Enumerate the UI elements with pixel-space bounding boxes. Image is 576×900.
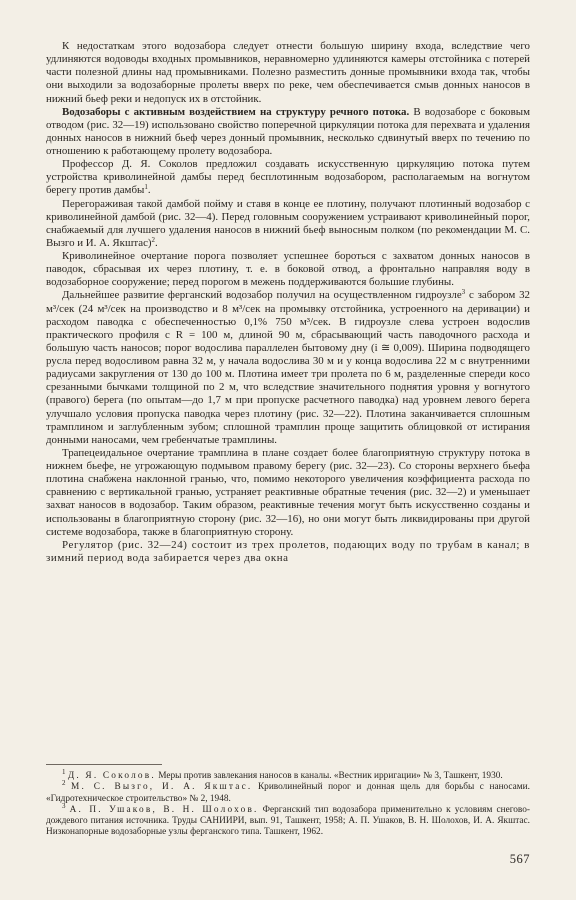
paragraph-3 <box>46 158 530 197</box>
paragraph-1 <box>46 40 530 106</box>
footnote-author: М. С. Вызго, И. А. Якштас. <box>71 782 253 793</box>
paragraph-text: К недостаткам этого водозабора следует отнести большую ширину входа, вследствие чего удлиняются водоводы входных промывников, неравномерно удлиняются камеры отстойника с потерей части полезной длины над промывниками. Полезно разместить донные промывники входа так, чтобы они выходили за водозаборные пролеты вверх по реке, чем обеспечивается смыв донных наносов в нижний бьеф реки и недопуск их в отстойник. <box>46 40 530 105</box>
footnotes <box>46 768 530 839</box>
footnote-ref-3[interactable]: 3 <box>461 288 466 297</box>
paragraph-text: Перегораживая такой дамбой пойму и ставя в конце ее плотину, получают плотинный водозабор с криволинейной дамбой (рис. 32—4). Перед головным сооружением устраивают криволинейный порог, снабжаемый для лучшего удаления наносов в нижний бьеф выносным полком (по рекомендации М. С. Вызго и И. А. Якштас) <box>46 197 530 249</box>
footnote-2 <box>46 779 530 805</box>
footnote-number: 3 <box>62 801 66 810</box>
footnote-1 <box>46 768 530 782</box>
section-heading: Водозаборы с активным воздействием на структуру речного потока. <box>62 105 410 118</box>
paragraph-text: Профессор Д. Я. Соколов предложил создавать искусственную циркуляцию потока путем устройства криволинейной дамбы перед бесплотинным водозабором, располагаемым на вогнутом берегу против дамбы <box>46 158 530 197</box>
paragraph-text: Дальнейшее развитие ферганский водозабор получил на осуществленном гидроузле <box>62 289 462 302</box>
footnote-text: Ферганский тип водозабора применительно к условиям снегово-дождевого питания источника. Труды САНИИРИ, вып. 91, Ташкент, 1958; А. П. Ушаков, В. Н. Шолохов, И. А. Якштас. Низконапорные водозаборные узлы ферганского типа. Ташкент, 1962. <box>46 804 530 838</box>
footnote-number: 2 <box>62 779 66 788</box>
footnote-text: Криволинейный порог и донная щель для борьбы с наносами. «Гидротехническое строительство» № 2, 1948. <box>46 782 530 804</box>
paragraph-text: Криволинейное очертание порога позволяет успешнее бороться с захватом донных наносов в паводок, сбрасывая их через плотину, т. е. в боковой отвод, а фронтально направляя воду в водозаборное сооружение; перед порогом в межень поддерживаются большие глубины. <box>46 250 530 289</box>
paragraph-tail: . <box>147 184 151 197</box>
paragraph-4 <box>46 198 530 251</box>
paragraph-text: Регулятор (рис. 32—24) состоит из трех пролетов, подающих воду по трубам в канал; в зимний период вода забирается через два окна <box>46 538 530 564</box>
footnote-text: Меры против завлекания наносов в каналы. «Вестник ирригации» № 3, Ташкент, 1930. <box>155 771 503 781</box>
paragraph-tail: . <box>155 236 158 249</box>
paragraph-7 <box>46 447 530 539</box>
page-number: 567 <box>509 852 530 866</box>
paragraph-text: В водозаборе с боковым отводом (рис. 32—19) использовано свойство поперечной циркуляции потока для перехвата и удаления донных наносов в нижний бьеф через донный промывник, несколько сдвинутый вверх по течению по отношению к работающему пролету водозабора. <box>46 105 530 157</box>
footnote-number: 1 <box>62 768 66 776</box>
body-text <box>46 40 530 565</box>
footnote-ref-1[interactable]: 1 <box>144 183 148 192</box>
footnote-ref-2[interactable]: 2 <box>151 235 156 244</box>
footnote-author: Д. Я. Соколов. <box>67 771 156 781</box>
paragraph-tail: с забором 32 м³/сек (24 м³/сек на производство и 8 м³/сек на промывку отстойника, устроенного на деривации) и расходом паводка с обеспеченностью 0,1% 750 м³/сек. В гидроузле слева устроен водослив практического профиля с R = 100 м, длиной 90 м, сбрасывающий часть паводочного расхода и большую часть наносов; порог водослива параллелен бытовому дну (i ≅ 0,009). Ширина подводящего русла перед водосливом равна 32 м, у начала водослива 30 м и у конца водослива 22 м с внутренними радиусами закругления от 130 до 100 м. Плотина имеет три пролета по 6 м, разделенные спереди косо срезанными бычками толщиной по 2 м, что вследствие значительного поднятия уровня у вогнутого (правого) берега (по опытам—до 1,7 м при пропуске расчетного паводка) над уровнем левого берега улучшало условия пропуска паводка через плотину (рис. 32—22). Плотина заканчивается сплошным трамплином и заглубленным зубом; сплошной трамплин проще защитить облицовкой от истирания донными наносами, чем гребенчатые трамплины. <box>46 289 530 446</box>
footnote-author: А. П. Ушаков, В. Н. Шолохов. <box>69 804 259 815</box>
paragraph-text: Трапецеидальное очертание трамплина в плане создает более благоприятную структуру потока в нижнем бьефе, не угрожающую подмывом правому берегу (рис. 32—23). Со стороны верхнего бьефа плотина снабжена наклонной гранью, что, помимо некоторого увеличения коэффициента расхода по сравнению с вертикальной гранью, устраняет реактивные обратные течения (рис. 32—2) и уменьшает захват наносов в водозабор. Таким образом, реактивные течения могут быть искусственно созданы и использованы в благоприятную сторону (рис. 32—16), но они могут быть ликвидированы при другой системе водозабора, также в благоприятную сторону. <box>46 446 530 538</box>
footnote-divider <box>46 764 162 765</box>
footnote-3 <box>46 801 530 839</box>
paragraph-5 <box>46 250 530 289</box>
paragraph-8 <box>46 539 530 565</box>
paragraph-6 <box>46 289 530 447</box>
paragraph-2 <box>46 106 530 159</box>
